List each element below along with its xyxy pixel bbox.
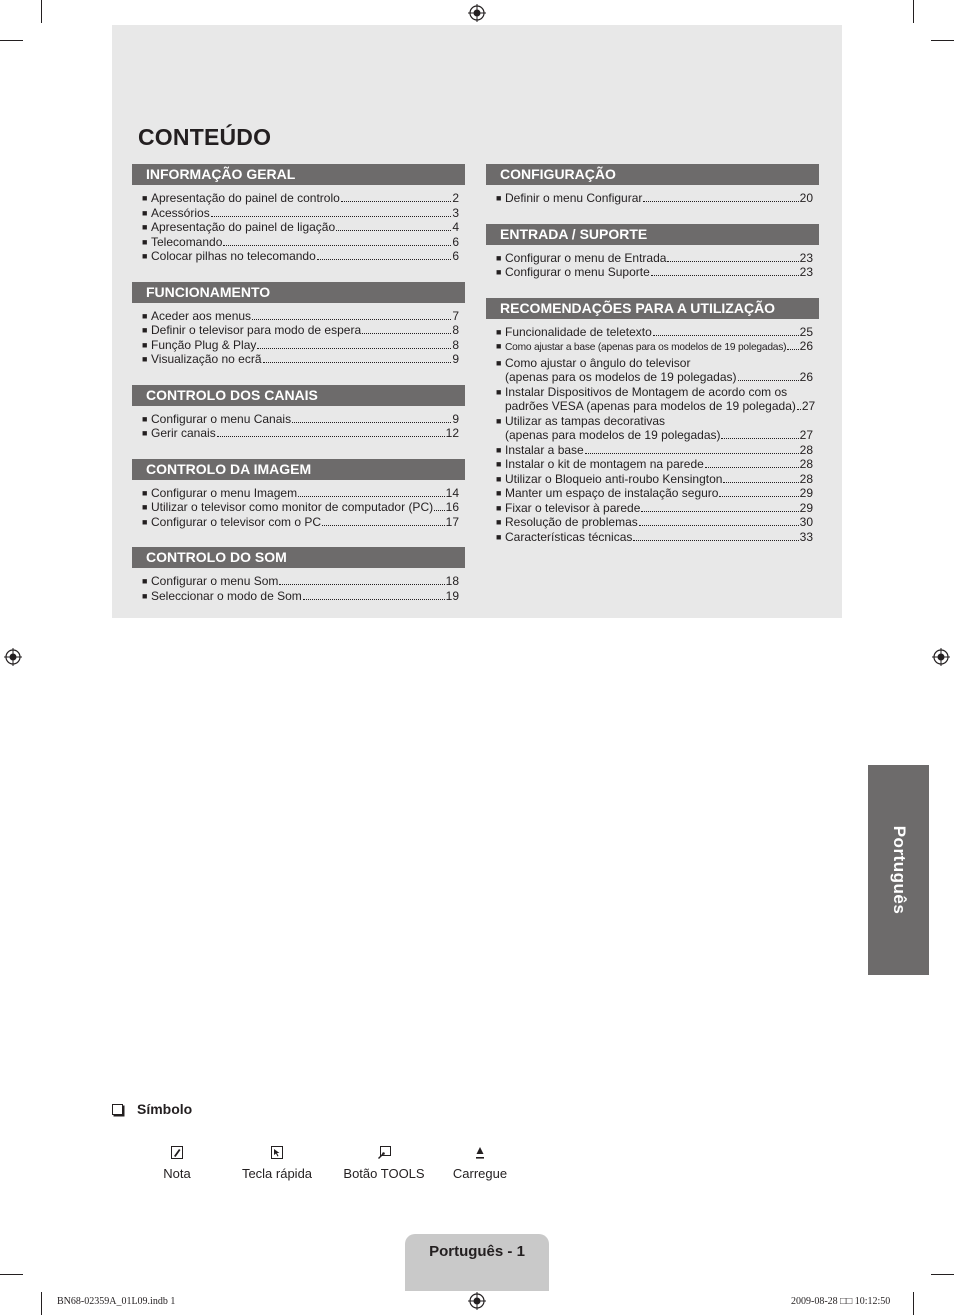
crop-mark bbox=[0, 40, 23, 41]
symbol-label: Nota bbox=[163, 1166, 191, 1181]
dot-leader bbox=[633, 530, 798, 541]
toc-entry-text: Utilizar as tampas decorativas bbox=[505, 413, 666, 428]
toc-entry-text: Gerir canais bbox=[151, 426, 216, 440]
toc-entry[interactable] bbox=[496, 472, 813, 487]
bullet-icon: ■ bbox=[496, 357, 502, 368]
toc-entry-text: Resolução de problemas bbox=[505, 515, 638, 529]
toc-entry-page: 12 bbox=[445, 426, 459, 440]
registration-mark-icon bbox=[932, 648, 950, 666]
section-heading: INFORMAÇÃO GERAL bbox=[132, 164, 465, 185]
dot-leader bbox=[738, 370, 799, 381]
dot-leader bbox=[719, 486, 798, 497]
toc-entry-text: Características técnicas bbox=[505, 529, 633, 544]
bullet-icon: ■ bbox=[142, 251, 148, 261]
toc-entry-page: 26 bbox=[799, 370, 813, 384]
toc-entry[interactable] bbox=[496, 414, 813, 443]
toc-entry-text: Configurar o menu Canais bbox=[151, 411, 292, 426]
page-title: CONTEÚDO bbox=[138, 124, 272, 150]
section-heading: CONFIGURAÇÃO bbox=[486, 164, 819, 185]
crop-mark bbox=[913, 1292, 914, 1315]
section-heading: RECOMENDAÇÕES PARA A UTILIZAÇÃO bbox=[486, 298, 819, 319]
dot-leader bbox=[723, 472, 798, 483]
toc-entry[interactable] bbox=[496, 339, 813, 356]
bullet-icon: ■ bbox=[142, 502, 148, 512]
toc-entry-page: 28 bbox=[799, 471, 813, 486]
toc-entry-page: 30 bbox=[799, 515, 813, 529]
bullet-icon: ■ bbox=[496, 252, 502, 263]
bullet-icon: ■ bbox=[142, 325, 148, 335]
toc-column-right bbox=[486, 164, 819, 544]
toc-entry-page: 4 bbox=[452, 220, 459, 234]
dot-leader bbox=[639, 515, 799, 526]
language-tab-label: Português bbox=[889, 825, 909, 915]
toc-entry-page: 8 bbox=[452, 323, 459, 337]
dot-leader bbox=[653, 325, 799, 336]
toc-entry-page: 6 bbox=[452, 234, 459, 249]
bullet-icon: ■ bbox=[142, 516, 148, 527]
symbol-section-title bbox=[112, 1101, 192, 1117]
toc-entry-text: Visualização no ecrã bbox=[151, 352, 262, 366]
toc-entry-page: 27 bbox=[801, 399, 816, 413]
bullet-icon: ■ bbox=[142, 310, 148, 321]
toc-entry[interactable] bbox=[142, 352, 459, 367]
toc-entry-page: 29 bbox=[799, 500, 813, 515]
toc-section bbox=[132, 547, 465, 603]
toc-entry-page: 28 bbox=[799, 457, 813, 471]
toc-entry-text: Telecomando bbox=[151, 234, 223, 249]
toc-entry-page: 18 bbox=[445, 574, 459, 588]
language-tab bbox=[868, 765, 929, 975]
bullet-icon: ■ bbox=[142, 590, 148, 601]
toc-entry[interactable] bbox=[142, 426, 459, 441]
dot-leader bbox=[705, 457, 799, 468]
symbol-note bbox=[127, 1142, 227, 1181]
section-items bbox=[132, 480, 465, 530]
toc-entry-text: Funcionalidade de teletexto bbox=[505, 324, 652, 339]
footer-timestamp: 2009-08-28 □□ 10:12:50 bbox=[791, 1296, 891, 1307]
bullet-icon: ■ bbox=[496, 444, 502, 455]
toc-entry[interactable] bbox=[496, 457, 813, 472]
bullet-icon: ■ bbox=[142, 339, 148, 350]
crop-mark bbox=[913, 0, 914, 23]
toc-entry-text: Colocar pilhas no telecomando bbox=[151, 249, 316, 263]
toc-entry-page: 23 bbox=[799, 250, 813, 265]
toc-section bbox=[132, 164, 465, 264]
bullet-icon: ■ bbox=[496, 415, 502, 426]
section-items bbox=[132, 406, 465, 441]
registration-mark-icon bbox=[468, 4, 486, 22]
symbol-hotkey bbox=[227, 1142, 327, 1181]
toc-entry[interactable] bbox=[142, 235, 459, 250]
toc-section bbox=[486, 298, 819, 545]
toc-entry-page: 26 bbox=[799, 339, 813, 353]
symbol-label: Tecla rápida bbox=[241, 1166, 313, 1181]
toc-entry-text: Função Plug & Play bbox=[151, 337, 257, 352]
dot-leader bbox=[252, 309, 451, 320]
dot-leader bbox=[322, 515, 445, 526]
crop-mark bbox=[931, 1274, 954, 1275]
section-heading: FUNCIONAMENTO bbox=[132, 282, 465, 303]
toc-entry[interactable] bbox=[142, 191, 459, 206]
toc-entry-text: Utilizar o televisor como monitor de computador (PC) bbox=[151, 500, 434, 514]
dot-leader bbox=[263, 352, 452, 363]
toc-entry[interactable] bbox=[142, 309, 459, 324]
toc-entry-text: Instalar a base bbox=[505, 442, 584, 457]
bullet-icon: ■ bbox=[142, 236, 148, 247]
toc-entry-text: Definir o menu Configurar bbox=[505, 191, 643, 205]
dot-leader bbox=[257, 338, 451, 349]
toc-entry[interactable] bbox=[142, 412, 459, 427]
dot-leader bbox=[434, 500, 445, 511]
toc-entry[interactable] bbox=[142, 338, 459, 353]
toc-entry-text: Configurar o menu Suporte bbox=[505, 265, 650, 279]
dot-leader bbox=[362, 323, 451, 334]
bullet-icon: ■ bbox=[496, 488, 502, 498]
bullet-icon: ■ bbox=[496, 341, 502, 351]
toc-section bbox=[486, 224, 819, 280]
dot-leader bbox=[667, 251, 798, 262]
dot-leader bbox=[211, 206, 452, 217]
toc-entry-text: Configurar o menu de Entrada bbox=[505, 250, 667, 265]
toc-entry[interactable] bbox=[142, 574, 459, 589]
symbol-tools bbox=[334, 1142, 434, 1181]
toc-entry[interactable] bbox=[496, 530, 813, 545]
bullet-icon: ■ bbox=[142, 576, 148, 586]
crop-mark bbox=[41, 1292, 42, 1315]
dot-leader bbox=[787, 339, 798, 350]
symbol-label: Carregue bbox=[452, 1166, 508, 1181]
toc-entry[interactable] bbox=[496, 191, 813, 206]
toc-entry-text: Configurar o menu Som bbox=[151, 574, 279, 588]
bullet-icon: ■ bbox=[496, 473, 502, 484]
bullet-icon: ■ bbox=[142, 207, 148, 218]
toc-entry-text-line2: (apenas para os modelos de 19 polegadas) bbox=[505, 370, 737, 384]
toc-entry-text: Instalar o kit de montagem na parede bbox=[505, 457, 704, 471]
toc-entry[interactable] bbox=[496, 443, 813, 458]
page-number-tab bbox=[405, 1234, 549, 1291]
crop-mark bbox=[0, 1274, 23, 1275]
registration-mark-icon bbox=[4, 648, 22, 666]
hotkey-icon bbox=[271, 1146, 283, 1159]
toc-entry-text: Como ajustar a base (apenas para os modelos de 19 polegadas) bbox=[505, 342, 787, 353]
toc-entry[interactable] bbox=[496, 356, 813, 385]
bullet-icon: ■ bbox=[142, 487, 148, 498]
section-heading: ENTRADA / SUPORTE bbox=[486, 224, 819, 245]
toc-column-left bbox=[132, 164, 465, 603]
footer-file-info: BN68-02359A_01L09.indb 1 bbox=[57, 1296, 176, 1307]
toc-entry-page: 17 bbox=[445, 514, 459, 529]
symbol-press bbox=[430, 1142, 530, 1181]
dot-leader bbox=[292, 412, 451, 423]
toc-entry-page: 9 bbox=[452, 411, 459, 426]
section-items bbox=[132, 568, 465, 603]
press-icon bbox=[475, 1145, 485, 1159]
bullet-icon: ■ bbox=[496, 517, 502, 527]
toc-entry-page: 3 bbox=[452, 205, 459, 220]
bullet-icon: ■ bbox=[496, 326, 502, 337]
bullet-icon: ■ bbox=[142, 193, 148, 203]
dot-leader bbox=[298, 486, 445, 497]
crop-mark bbox=[41, 0, 42, 23]
toc-entry[interactable] bbox=[496, 251, 813, 266]
toc-entry-page: 2 bbox=[452, 191, 459, 205]
dot-leader bbox=[317, 249, 452, 260]
section-heading: CONTROLO DOS CANAIS bbox=[132, 385, 465, 406]
dot-leader bbox=[585, 443, 799, 454]
toc-entry-page: 19 bbox=[445, 588, 459, 603]
dot-leader bbox=[217, 426, 445, 437]
crop-mark bbox=[931, 40, 954, 41]
toc-entry-text: Acessórios bbox=[151, 205, 210, 220]
section-items bbox=[486, 319, 819, 545]
bullet-icon: ■ bbox=[142, 413, 148, 424]
toc-section bbox=[132, 282, 465, 367]
toc-entry-text: Apresentação do painel de ligação bbox=[151, 220, 336, 234]
toc-entry-text-line2: (apenas para modelos de 19 polegadas) bbox=[505, 428, 721, 442]
tools-icon bbox=[377, 1146, 391, 1159]
toc-entry-text: Como ajustar o ângulo do televisor bbox=[505, 355, 691, 370]
toc-entry[interactable] bbox=[496, 501, 813, 516]
toc-entry[interactable] bbox=[142, 515, 459, 530]
section-items bbox=[486, 185, 819, 206]
toc-entry-page: 23 bbox=[799, 265, 813, 279]
toc-entry[interactable] bbox=[496, 325, 813, 340]
note-icon bbox=[171, 1146, 183, 1159]
bullet-icon: ■ bbox=[496, 386, 502, 397]
toc-entry-text: Instalar Dispositivos de Montagem de acordo com os bbox=[505, 384, 788, 399]
toc-entry-page: 8 bbox=[452, 337, 459, 352]
toc-entry[interactable] bbox=[496, 265, 813, 280]
toc-entry-page: 33 bbox=[799, 529, 813, 544]
bullet-icon: ■ bbox=[142, 428, 148, 438]
bullet-icon: ■ bbox=[496, 459, 502, 469]
toc-entry-page: 20 bbox=[799, 191, 813, 205]
toc-entry[interactable] bbox=[496, 384, 816, 414]
bullet-icon: ■ bbox=[142, 354, 148, 364]
section-items bbox=[132, 303, 465, 367]
symbol-heading: Símbolo bbox=[137, 1101, 193, 1117]
toc-entry[interactable] bbox=[496, 486, 813, 501]
symbol-label: Botão TOOLS bbox=[343, 1166, 425, 1181]
dot-leader bbox=[279, 574, 444, 585]
bullet-icon: ■ bbox=[496, 267, 502, 277]
dot-leader bbox=[341, 191, 452, 202]
toc-entry-text: Configurar o menu Imagem bbox=[151, 485, 298, 500]
toc-entry-page: 6 bbox=[452, 249, 459, 263]
toc-entry-page: 29 bbox=[799, 486, 813, 500]
toc-entry-text: Aceder aos menus bbox=[151, 308, 252, 323]
toc-entry[interactable] bbox=[496, 515, 813, 530]
section-items bbox=[132, 185, 465, 264]
toc-section bbox=[132, 385, 465, 441]
toc-entry[interactable] bbox=[142, 500, 459, 515]
section-items bbox=[486, 245, 819, 280]
page-number: Português - 1 bbox=[429, 1243, 525, 1260]
checkbox-icon bbox=[112, 1104, 123, 1115]
toc-entry-text: Seleccionar o modo de Som bbox=[151, 588, 302, 603]
bullet-icon: ■ bbox=[496, 193, 502, 203]
toc-entry-text: Utilizar o Bloqueio anti-roubo Kensington bbox=[505, 471, 723, 486]
toc-entry[interactable] bbox=[142, 220, 459, 235]
toc-entry-text: Apresentação do painel de controlo bbox=[151, 191, 340, 205]
toc-entry[interactable] bbox=[142, 589, 459, 604]
toc-entry-text: Definir o televisor para modo de espera bbox=[151, 323, 362, 337]
registration-mark-icon bbox=[468, 1292, 486, 1310]
toc-entry[interactable] bbox=[142, 323, 459, 338]
dot-leader bbox=[797, 399, 801, 410]
dot-leader bbox=[721, 428, 798, 439]
toc-entry-page: 14 bbox=[445, 485, 459, 500]
toc-entry-page: 27 bbox=[799, 428, 813, 442]
dot-leader bbox=[641, 501, 798, 512]
toc-entry-text: Fixar o televisor à parede bbox=[505, 500, 641, 515]
toc-entry-text: Configurar o televisor com o PC bbox=[151, 514, 322, 529]
dot-leader bbox=[643, 191, 798, 202]
toc-section bbox=[132, 459, 465, 530]
section-heading: CONTROLO DA IMAGEM bbox=[132, 459, 465, 480]
toc-entry-page: 7 bbox=[452, 308, 459, 323]
bullet-icon: ■ bbox=[142, 222, 148, 232]
toc-entry-page: 16 bbox=[445, 500, 459, 514]
toc-entry[interactable] bbox=[142, 206, 459, 221]
dot-leader bbox=[651, 265, 799, 276]
dot-leader bbox=[303, 589, 445, 600]
section-heading: CONTROLO DO SOM bbox=[132, 547, 465, 568]
toc-section bbox=[486, 164, 819, 206]
dot-leader bbox=[223, 235, 451, 246]
toc-entry-page: 25 bbox=[799, 324, 813, 339]
bullet-icon: ■ bbox=[496, 502, 502, 513]
toc-entry-page: 28 bbox=[799, 442, 813, 457]
toc-entry-text: Manter um espaço de instalação seguro bbox=[505, 486, 719, 500]
bullet-icon: ■ bbox=[496, 531, 502, 542]
toc-entry[interactable] bbox=[142, 249, 459, 264]
toc-entry-text-line2: padrões VESA (apenas para modelos de 19 polegada) bbox=[505, 399, 796, 413]
toc-entry[interactable] bbox=[142, 486, 459, 501]
dot-leader bbox=[336, 220, 451, 231]
toc-entry-page: 9 bbox=[452, 352, 459, 366]
